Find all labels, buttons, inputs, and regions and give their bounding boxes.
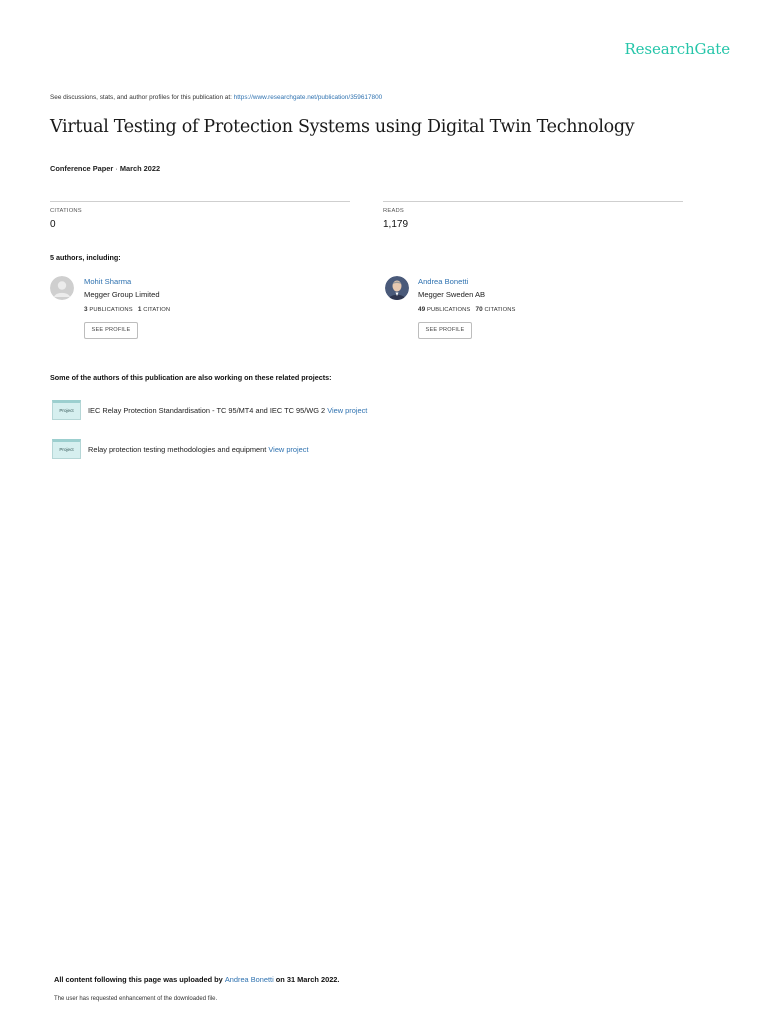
- paper-title: Virtual Testing of Protection Systems using Digital Twin Technology: [50, 117, 635, 137]
- citations-divider: [50, 201, 350, 202]
- author-publications-label: PUBLICATIONS: [89, 307, 133, 313]
- author-stats: [84, 306, 170, 313]
- author-citations-count: 1: [137, 306, 142, 313]
- see-profile-button[interactable]: SEE PROFILE: [418, 322, 472, 339]
- view-project-link[interactable]: View project: [268, 445, 309, 454]
- project-folder-icon: Project: [52, 439, 81, 459]
- view-project-link[interactable]: View project: [327, 406, 368, 415]
- see-profile-button[interactable]: SEE PROFILE: [84, 322, 138, 339]
- publication-url-link[interactable]: https://www.researchgate.net/publication/359617800: [233, 94, 383, 101]
- paper-type: Conference Paper: [50, 164, 114, 173]
- reads-value: 1,179: [383, 219, 409, 230]
- author-photo-icon[interactable]: [385, 276, 409, 300]
- citations-value: 0: [50, 219, 56, 230]
- author-publications-count: 49: [418, 306, 426, 313]
- reads-label: READS: [383, 208, 404, 214]
- author-publications-count: 3: [84, 306, 88, 313]
- project-item: [88, 406, 367, 415]
- author-name-link[interactable]: Andrea Bonetti: [418, 277, 469, 286]
- author-citations-label: CITATIONS: [484, 307, 516, 313]
- authors-heading: 5 authors, including:: [50, 253, 121, 262]
- meta-separator: ·: [115, 164, 118, 173]
- paper-meta: [50, 164, 160, 173]
- project-item: [88, 445, 309, 454]
- project-title: Relay protection testing methodologies and equipment: [88, 445, 267, 454]
- enhancement-note: The user has requested enhancement of the downloaded file.: [54, 996, 218, 1002]
- reads-divider: [383, 201, 683, 202]
- author-stats: [418, 306, 515, 313]
- upload-date: on 31 March 2022.: [275, 975, 340, 984]
- project-title: IEC Relay Protection Standardisation - TC 95/MT4 and IEC TC 95/WG 2: [88, 406, 326, 415]
- author-institution: Megger Group Limited: [84, 290, 160, 299]
- paper-date: March 2022: [119, 164, 161, 173]
- upload-prefix: All content following this page was uploaded by: [54, 975, 223, 984]
- project-folder-icon: Project: [52, 400, 81, 420]
- author-institution: Megger Sweden AB: [418, 290, 486, 299]
- avatar-placeholder-icon[interactable]: [50, 276, 74, 300]
- author-citations-count: 70: [475, 306, 483, 313]
- author-publications-label: PUBLICATIONS: [427, 307, 471, 313]
- disclaimer: [50, 94, 382, 101]
- upload-info: [54, 975, 339, 984]
- author-name-link[interactable]: Mohit Sharma: [84, 277, 132, 286]
- uploader-link[interactable]: Andrea Bonetti: [224, 975, 274, 984]
- disclaimer-text: See discussions, stats, and author profiles for this publication at:: [50, 94, 232, 101]
- researchgate-logo[interactable]: ResearchGate: [624, 40, 730, 58]
- citations-label: CITATIONS: [50, 208, 82, 214]
- author-citations-label: CITATION: [143, 307, 171, 313]
- projects-heading: Some of the authors of this publication are also working on these related projects:: [50, 373, 332, 382]
